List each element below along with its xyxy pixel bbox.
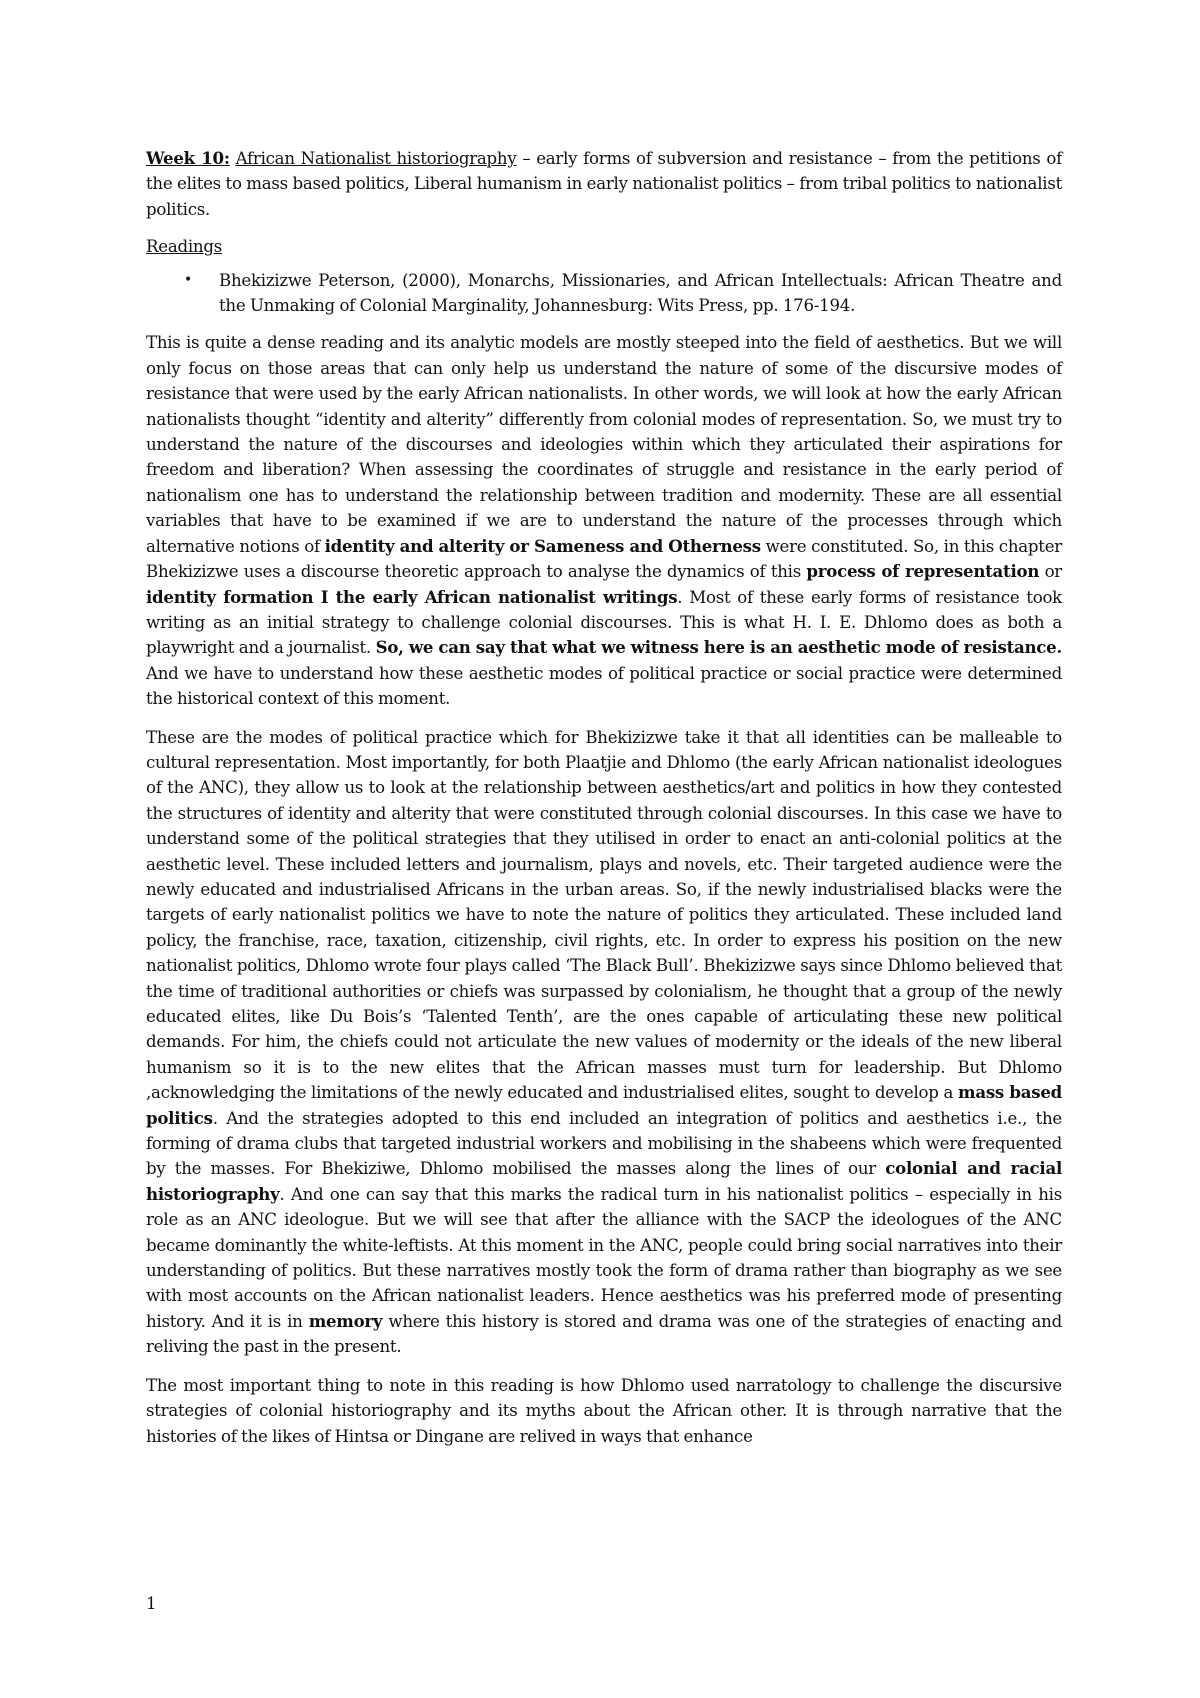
paragraph-2-text-1: These are the modes of political practice which for Bhekizizwe take it that all identities can be malleable to cultural representation. Most importantly, for both Plaatjie and Dhlomo (the early African nationalist ideologues of the ANC), they allow us to look at the relationship between aesthetics/art and politics in how they contested the structures of identity and alterity that were constituted through colonial discourses. In this case we have to understand some of the political strategies that they utilised in order to enact an anti-colonial politics at the aesthetic level. These included letters and journalism, plays and novels, etc. Their targeted audience were the newly educated and industrialised Africans in the urban areas. So, if the newly industrialised blacks were the targets of early nationalist politics we have to note the nature of politics they articulated. These included land policy, the franchise, race, taxation, citizenship, civil rights, etc. In order to express his position on the new nationalist politics, Dhlomo wrote four plays called ‘The Black Bull’. Bhekizizwe says since Dhlomo believed that the time of traditional authorities or chiefs was surpassed by colonialism, he thought that a group of the newly educated elites, like Du Bois’s ‘Talented Tenth’, are the ones capable of articulating these new political demands. For him, the chiefs could not articulate the new values of modernity or the ideals of the new liberal humanism so it is to the new elites that the African masses must turn for leadership. But Dhlomo ,acknowledging the limitations of the newly educated and industrialised elites, sought to develop a	[146, 727, 1062, 1103]
paragraph-1-text-2: were constituted. So, in this chapter Bhekizizwe uses a discourse theoretic approach to analyse the dynamics of this	[146, 536, 1062, 582]
readings-list	[146, 268, 1062, 319]
paragraph-1-bold-2: process of representation	[806, 561, 1040, 582]
document-page	[146, 146, 1062, 1462]
paragraph-2-text-4: where this history is stored and drama was one of the strategies of enacting and reliving the past in the present.	[146, 1311, 1062, 1357]
readings-heading: Readings	[146, 237, 222, 257]
paragraph-1-bold-4: So, we can say that what we witness here is an aesthetic mode of resistance.	[375, 637, 1062, 658]
paragraph-2-text-3: . And one can say that this marks the radical turn in his nationalist politics – especially in his role as an ANC ideologue. But we will see that after the alliance with the SACP the ideologues of the ANC became dominantly the white-leftists. At this moment in the ANC, people could bring social narratives into their understanding of politics. But these narratives mostly took the form of drama rather than biography as we see with most accounts on the African nationalist leaders. Hence aesthetics was his preferred mode of presenting history. And it is in	[146, 1184, 1062, 1331]
paragraph-2-bold-2: colonial and racial historiography	[146, 1158, 1062, 1204]
paragraph-1-text-5: And we have to understand how these aesthetic modes of political practice or social practice were determined the historical context of this moment.	[146, 663, 1062, 709]
week-label: Week 10:	[146, 148, 230, 168]
week-description: – early forms of subversion and resistance – from the petitions of the elites to mass based politics, Liberal humanism in early nationalist politics – from tribal politics to nationalist politics.	[146, 149, 1062, 219]
page-number: 1	[146, 1594, 157, 1613]
paragraph-1-bold-1: identity and alterity or Sameness and Otherness	[324, 535, 761, 556]
paragraph-2-bold-3: memory	[308, 1310, 383, 1331]
paragraph-2-text-2: . And the strategies adopted to this end included an integration of politics and aesthetics i.e., the forming of drama clubs that targeted industrial workers and mobilising in the shabeens which were frequented by the masses. For Bhekiziwe, Dhlomo mobilised the masses along the lines of our	[146, 1108, 1062, 1179]
paragraph-1-bold-3: identity formation I the early African nationalist writings	[146, 586, 678, 607]
week-intro	[146, 146, 1062, 222]
paragraph-3	[146, 1373, 1062, 1449]
reading-citation: Bhekizizwe Peterson, (2000), Monarchs, Missionaries, and African Intellectuals: African Theatre and the Unmaking of Colonial Marginality, Johannesburg: Wits Press, pp. 176-194.	[219, 270, 1062, 316]
paragraph-1-text-1: This is quite a dense reading and its analytic models are mostly steeped into the field of aesthetics. But we will only focus on those areas that can only help us understand the nature of some of the discursive modes of resistance that were used by the early African nationalists. In other words, we will look at how the early African nationalists thought “identity and alterity” differently from colonial modes of representation. So, we must try to understand the nature of the discourses and ideologies within which they articulated their aspirations for freedom and liberation? When assessing the coordinates of struggle and resistance in the early period of nationalism one has to understand the relationship between tradition and modernity. These are all essential variables that have to be examined if we are to understand the nature of the processes through which alternative notions of	[146, 333, 1062, 556]
bullet-icon: •	[184, 271, 193, 288]
paragraph-1-text-3: or	[1039, 562, 1062, 582]
reading-item	[146, 268, 1062, 319]
paragraph-1-text-4: . Most of these early forms of resistance took writing as an initial strategy to challenge colonial discourses. This is what H. I. E. Dhlomo does as both a playwright and a journalist.	[146, 587, 1062, 658]
paragraph-2-bold-1: mass based politics	[146, 1082, 1062, 1128]
week-topic: African Nationalist historiography	[235, 149, 517, 168]
paragraph-2	[146, 725, 1062, 1360]
paragraph-1	[146, 330, 1062, 711]
paragraph-3-text-1: The most important thing to note in this reading is how Dhlomo used narratology to challenge the discursive strategies of colonial historiography and its myths about the African other. It is through narrative that the histories of the likes of Hintsa or Dingane are relived in ways that enhance	[146, 1375, 1062, 1446]
